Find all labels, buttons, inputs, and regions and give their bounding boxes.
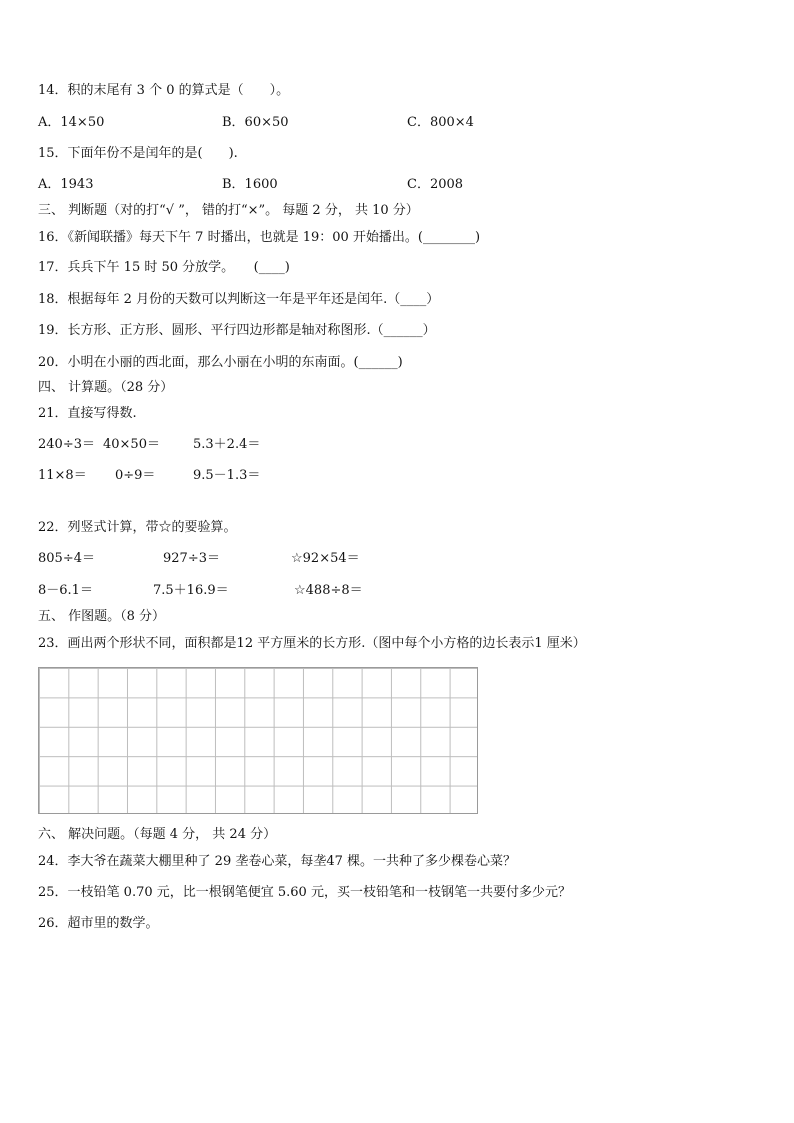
question-15-stem: 15．下面年份不是闰年的是( ). [38, 146, 238, 161]
question-21-stem: 21．直接写得数. [38, 406, 137, 421]
q14-option-b[interactable]: B．60×50 [222, 115, 289, 130]
q14-option-c[interactable]: C．800×4 [407, 115, 474, 130]
question-23: 23．画出两个形状不同，面积都是12 平方厘米的长方形.（图中每个小方格的边长表示1 厘米） [38, 636, 586, 651]
q22-item: ☆488÷8＝ [294, 583, 363, 598]
q15-option-c[interactable]: C．2008 [407, 177, 464, 192]
question-17: 17．兵兵下午 15 时 50 分放学。 (____) [38, 260, 290, 275]
drawing-grid[interactable] [38, 667, 478, 814]
q15-option-a[interactable]: A．1943 [38, 177, 94, 192]
q22-item: 805÷4＝ [38, 551, 95, 566]
question-18: 18．根据每年 2 月份的天数可以判断这一年是平年还是闰年.（____） [38, 292, 440, 307]
question-20: 20．小明在小丽的西北面，那么小丽在小明的东南面。(______) [38, 355, 403, 370]
question-26: 26．超市里的数学。 [38, 916, 159, 931]
question-25: 25．一枝铅笔 0.70 元，比一根钢笔便宜 5.60 元，买一枝铅笔和一枝钢笔一共要付多少元？ [38, 885, 571, 900]
section-6-heading: 六、 解决问题。（每题 4 分， 共 24 分） [38, 827, 277, 842]
q22-item: ☆92×54＝ [291, 551, 360, 566]
question-24: 24．李大爷在蔬菜大棚里种了 29 垄卷心菜，每垄47 棵。一共种了多少棵卷心菜？ [38, 854, 517, 869]
section-5-heading: 五、 作图题。（8 分） [38, 609, 166, 624]
q21-item: 11×8＝ [38, 468, 87, 483]
question-16: 16．《新闻联播》每天下午 7 时播出，也就是 19：00 开始播出。(________) [38, 230, 481, 245]
q21-item: 40×50＝ [103, 437, 160, 452]
question-19: 19．长方形、正方形、圆形、平行四边形都是轴对称图形.（______） [38, 323, 436, 338]
section-3-heading: 三、 判断题（对的打“√ ”， 错的打“×”。 每题 2 分， 共 10 分） [38, 203, 419, 218]
q22-item: 7.5＋16.9＝ [153, 583, 229, 598]
q22-item: 8－6.1＝ [38, 583, 93, 598]
q21-item: 240÷3＝ [38, 437, 95, 452]
q21-item: 9.5－1.3＝ [193, 468, 261, 483]
section-4-heading: 四、 计算题。（28 分） [38, 380, 174, 395]
question-14-stem: 14．积的末尾有 3 个 0 的算式是（ ）。 [38, 83, 290, 98]
q21-item: 0÷9＝ [115, 468, 156, 483]
question-22-stem: 22．列竖式计算，带☆的要验算。 [38, 520, 237, 535]
q22-item: 927÷3＝ [163, 551, 220, 566]
q15-option-b[interactable]: B．1600 [222, 177, 278, 192]
q14-option-a[interactable]: A．14×50 [38, 115, 105, 130]
q21-item: 5.3＋2.4＝ [193, 437, 261, 452]
